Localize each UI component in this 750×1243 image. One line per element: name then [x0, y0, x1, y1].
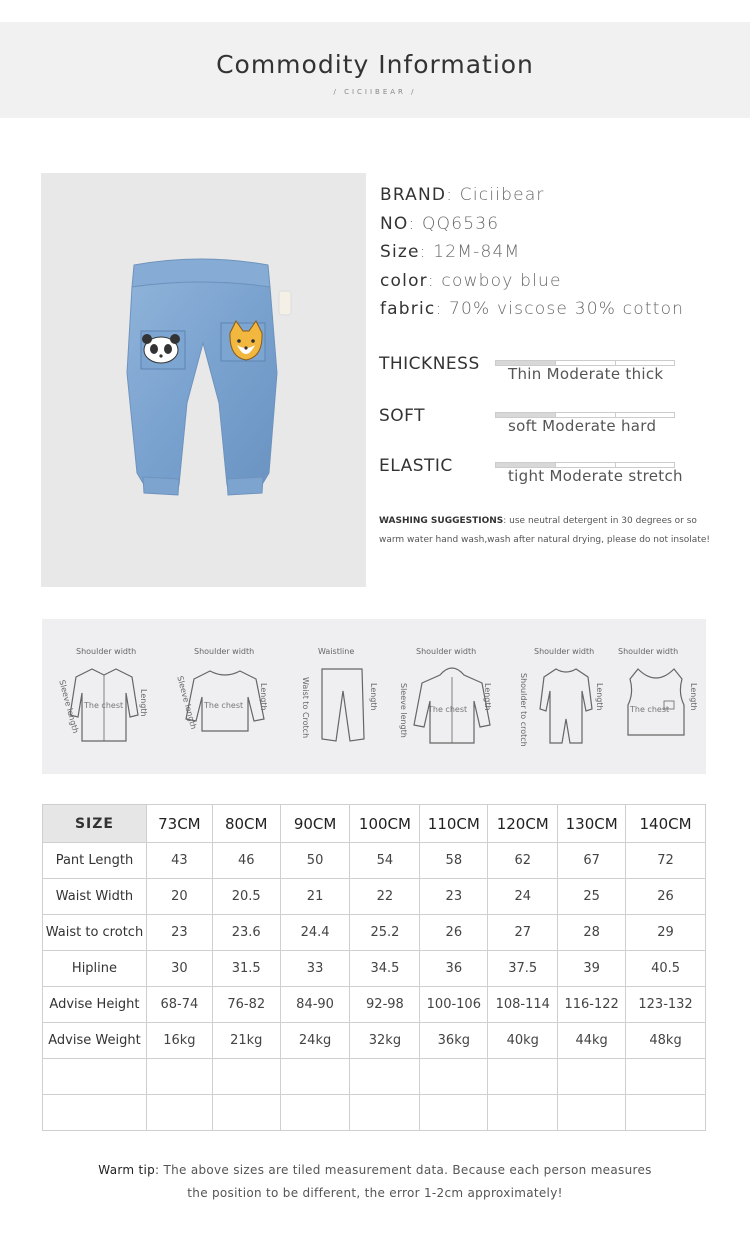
- table-cell: [488, 1059, 558, 1095]
- table-cell: [146, 1095, 212, 1131]
- sweater-icon: [184, 663, 266, 735]
- page-subtitle: / CICIIBEAR /: [333, 88, 417, 96]
- size-col-header: 140CM: [626, 805, 706, 843]
- garment-side-label: Length: [369, 683, 378, 711]
- size-value: 12M-84M: [433, 242, 521, 262]
- garment-side-label: Length: [689, 683, 698, 711]
- table-row: [43, 843, 706, 879]
- thickness-title: THICKNESS: [379, 354, 480, 374]
- size-col-header: 110CM: [420, 805, 488, 843]
- table-cell: 100-106: [420, 987, 488, 1023]
- garment-left-label: Sleeve length: [175, 675, 199, 731]
- page-title: Commodity Information: [216, 50, 534, 79]
- table-cell: 108-114: [488, 987, 558, 1023]
- table-cell: 72: [626, 843, 706, 879]
- size-table: [42, 804, 706, 1131]
- elastic-title: ELASTIC: [379, 456, 453, 476]
- table-cell: 46: [212, 843, 280, 879]
- measurement-diagram: [42, 619, 706, 774]
- soft-title: SOFT: [379, 406, 426, 426]
- row-label: Hipline: [43, 951, 147, 987]
- table-cell: 84-90: [280, 987, 350, 1023]
- row-label: Waist to crotch: [43, 915, 147, 951]
- size-col-header: 90CM: [280, 805, 350, 843]
- table-cell: 50: [280, 843, 350, 879]
- table-cell: 92-98: [350, 987, 420, 1023]
- size-label: Size: [380, 242, 420, 262]
- table-cell: 20.5: [212, 879, 280, 915]
- table-cell: 48kg: [626, 1023, 706, 1059]
- table-cell: 22: [350, 879, 420, 915]
- table-row: [43, 951, 706, 987]
- table-cell: [350, 1059, 420, 1095]
- table-cell: 24kg: [280, 1023, 350, 1059]
- washing-label: WASHING SUGGESTIONS: [379, 516, 504, 526]
- table-cell: 33: [280, 951, 350, 987]
- table-cell: 26: [420, 915, 488, 951]
- table-row: [43, 1095, 706, 1131]
- romper-icon: [536, 663, 596, 747]
- table-cell: 67: [558, 843, 626, 879]
- fabric-row: fabric: 70% viscose 30% cotton: [380, 299, 685, 319]
- table-cell: 21kg: [212, 1023, 280, 1059]
- brand-row: BRAND: Ciciibear: [380, 185, 545, 205]
- table-cell: 23.6: [212, 915, 280, 951]
- washing-text: : use neutral detergent in 30 degrees or so warm water hand wash,wash after natural drying, please do not insolate!: [379, 516, 710, 545]
- vest-icon: [624, 665, 688, 739]
- table-cell: 116-122: [558, 987, 626, 1023]
- table-cell: 29: [626, 915, 706, 951]
- number-label: NO: [380, 213, 409, 234]
- table-cell: [280, 1059, 350, 1095]
- row-label: Pant Length: [43, 843, 147, 879]
- product-info: [380, 182, 684, 325]
- table-cell: 24: [488, 879, 558, 915]
- table-cell: 123-132: [626, 987, 706, 1023]
- elastic-scale: [379, 456, 683, 485]
- size-row: Size: 12M-84M: [380, 242, 521, 262]
- table-row: [43, 1023, 706, 1059]
- table-cell: [558, 1059, 626, 1095]
- thickness-scale: [379, 354, 664, 383]
- table-cell: [350, 1095, 420, 1131]
- garment-top-label: Waistline: [318, 647, 355, 656]
- garment-top-label: Shoulder width: [194, 647, 255, 656]
- garment-top-label: Shoulder width: [76, 647, 137, 656]
- table-cell: 40.5: [626, 951, 706, 987]
- warm-tip: [0, 1159, 750, 1205]
- fabric-value: 70% viscose 30% cotton: [449, 299, 685, 319]
- size-col-header: 130CM: [558, 805, 626, 843]
- row-label: Advise Height: [43, 987, 147, 1023]
- brand-value: Ciciibear: [459, 185, 545, 205]
- size-header-row: [43, 805, 706, 843]
- table-cell: 36kg: [420, 1023, 488, 1059]
- warm-tip-text: : The above sizes are tiled measurement data. Because each person measures: [155, 1163, 652, 1177]
- warm-tip-line2: the position to be different, the error 1-2cm approximately!: [187, 1186, 563, 1200]
- table-cell: 26: [626, 879, 706, 915]
- number-value: QQ6536: [422, 213, 500, 234]
- header-banner: [0, 22, 750, 118]
- table-cell: [420, 1059, 488, 1095]
- garment-side-label: Length: [595, 683, 604, 711]
- table-cell: 28: [558, 915, 626, 951]
- table-row: [43, 1059, 706, 1095]
- table-row: [43, 987, 706, 1023]
- brand-label: BRAND: [380, 185, 447, 205]
- garment-left-label: Sleeve length: [57, 679, 81, 735]
- table-row: [43, 879, 706, 915]
- table-cell: 39: [558, 951, 626, 987]
- table-cell: [420, 1095, 488, 1131]
- table-cell: 30: [146, 951, 212, 987]
- table-cell: 24.4: [280, 915, 350, 951]
- garment-inner-label: The chest: [204, 701, 244, 710]
- table-cell: 40kg: [488, 1023, 558, 1059]
- table-cell: 44kg: [558, 1023, 626, 1059]
- size-header-label: SIZE: [43, 805, 147, 843]
- size-col-header: 80CM: [212, 805, 280, 843]
- table-cell: [146, 1059, 212, 1095]
- table-cell: 37.5: [488, 951, 558, 987]
- row-label: [43, 1059, 147, 1095]
- table-cell: [558, 1095, 626, 1131]
- garment-top-label: Shoulder width: [416, 647, 477, 656]
- warm-tip-label: Warm tip: [98, 1163, 156, 1177]
- garment-inner-label: The chest: [84, 701, 124, 710]
- table-cell: 16kg: [146, 1023, 212, 1059]
- table-cell: 25.2: [350, 915, 420, 951]
- table-cell: 21: [280, 879, 350, 915]
- garment-top-label: Shoulder width: [618, 647, 679, 656]
- color-label: color: [380, 270, 428, 291]
- table-cell: 23: [146, 915, 212, 951]
- table-cell: [212, 1095, 280, 1131]
- garment-side-label: Length: [139, 689, 148, 717]
- hoodie-icon: [412, 661, 492, 747]
- row-label: Advise Weight: [43, 1023, 147, 1059]
- garment-inner-label: The chest: [630, 705, 670, 714]
- jeans-pants-illustration: [41, 173, 366, 587]
- garment-left-label: Sleeve length: [399, 683, 408, 738]
- soft-labels: soft Moderate hard: [508, 417, 657, 435]
- row-label: Waist Width: [43, 879, 147, 915]
- garment-top-label: Shoulder width: [534, 647, 595, 656]
- garment-side-label: Length: [483, 683, 492, 711]
- fabric-label: fabric: [380, 299, 436, 319]
- size-col-header: 120CM: [488, 805, 558, 843]
- table-cell: 68-74: [146, 987, 212, 1023]
- table-cell: 43: [146, 843, 212, 879]
- garment-left-label: Waist to Crotch: [301, 677, 310, 739]
- table-cell: 23: [420, 879, 488, 915]
- table-cell: 32kg: [350, 1023, 420, 1059]
- table-cell: [280, 1095, 350, 1131]
- table-cell: 62: [488, 843, 558, 879]
- color-value: cowboy blue: [441, 270, 562, 291]
- color-row: color: cowboy blue: [380, 270, 562, 291]
- table-cell: 54: [350, 843, 420, 879]
- table-cell: 25: [558, 879, 626, 915]
- soft-scale: [379, 406, 657, 435]
- table-cell: 31.5: [212, 951, 280, 987]
- table-cell: [626, 1095, 706, 1131]
- table-cell: [212, 1059, 280, 1095]
- row-label: [43, 1095, 147, 1131]
- table-row: [43, 915, 706, 951]
- number-row: NO: QQ6536: [380, 213, 500, 234]
- table-cell: 36: [420, 951, 488, 987]
- shirt-icon: [64, 663, 144, 743]
- garment-inner-label: The chest: [428, 705, 468, 714]
- table-cell: 76-82: [212, 987, 280, 1023]
- size-col-header: 73CM: [146, 805, 212, 843]
- table-cell: [488, 1095, 558, 1131]
- elastic-labels: tight Moderate stretch: [508, 467, 683, 485]
- thickness-labels: Thin Moderate thick: [508, 365, 664, 383]
- garment-side-label: Length: [259, 683, 268, 711]
- pants-icon: [316, 665, 368, 745]
- size-table-body: [43, 843, 706, 1131]
- table-cell: [626, 1059, 706, 1095]
- washing-suggestions: [379, 512, 724, 550]
- product-image: [41, 173, 366, 587]
- warm-tip-line1: [0, 1159, 750, 1182]
- garment-left-label: Shoulder to crotch: [519, 673, 528, 747]
- size-col-header: 100CM: [350, 805, 420, 843]
- table-cell: 27: [488, 915, 558, 951]
- table-cell: 58: [420, 843, 488, 879]
- table-cell: 34.5: [350, 951, 420, 987]
- table-cell: 20: [146, 879, 212, 915]
